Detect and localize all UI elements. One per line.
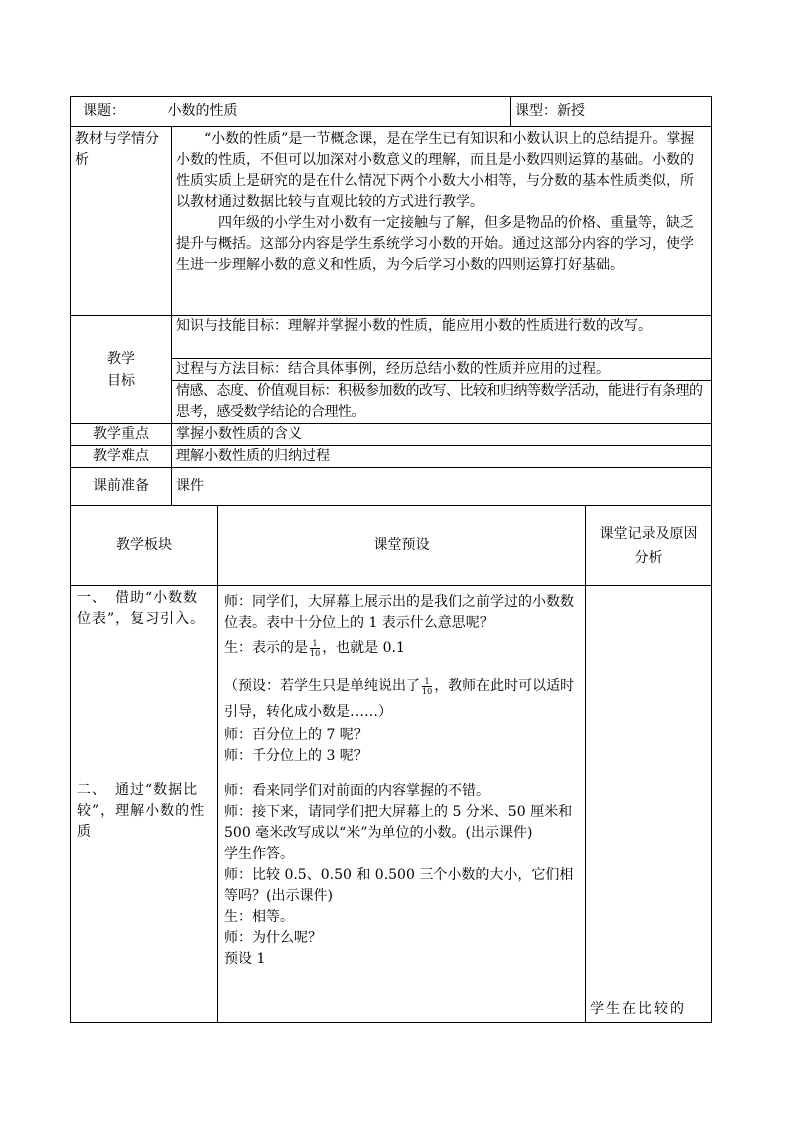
column-header-row: [71, 506, 712, 586]
dialog-line: （预设：若学生只是单纯说出了 $\frac{1}{10}$ ，教师在此时可以适时引导，转化成小数是……）: [224, 676, 575, 720]
dialog-line: 师：接下来，请同学们把大屏幕上的 5 分米、50 厘米和 500 毫米改写成以“米”为单位的小数。(出示课件): [224, 804, 573, 841]
goal-knowledge-row: [71, 316, 712, 359]
analysis-label: 教材与学情分析: [71, 127, 172, 316]
module-cell: [71, 586, 218, 1023]
analysis-paragraph-2: 四年级的小学生对小数有一定接触与了解，但多是物品的价格、重量等，缺乏提升与概括。这部分内容是学生系统学习小数的开始。通过这部分内容的学习，使学生进一步理解小数的意义和性质，为今后学习小数的四则运算打好基础。: [176, 215, 694, 273]
analysis-row: [71, 127, 712, 316]
lesson-body-row: [71, 586, 712, 1023]
topic-value: 小数的性质: [167, 103, 238, 119]
type-value: 新授: [557, 103, 586, 119]
dialog-line: 师：百分位上的 7 呢？: [224, 727, 368, 743]
dialog-line: 学生作答。: [224, 846, 294, 862]
prep-value: 课件: [172, 468, 712, 506]
topic-label: 课题：: [83, 103, 125, 119]
key-point-label: 教学重点: [71, 424, 172, 446]
key-point-value: 掌握小数性质的含义: [172, 424, 712, 446]
module-1: 一、 借助“小数数位表”，复习引入。: [77, 590, 206, 627]
difficulty-value: 理解小数性质的归纳过程: [172, 446, 712, 468]
dialog-line: 师：千分位上的 3 呢？: [224, 748, 368, 764]
prep-row: [71, 468, 712, 506]
difficulty-label: 教学难点: [71, 446, 172, 468]
key-point-row: [71, 424, 712, 446]
dialog-line: 师：为什么呢？: [224, 930, 322, 946]
module-2: 二、 通过“数据比较”，理解小数的性质: [77, 782, 206, 840]
analysis-paragraph-1: “小数的性质”是一节概念课，是在学生已有知识和小数认识上的总结提升。掌握小数的性质，不但可以加深对小数意义的理解，而且是小数四则运算的基础。小数的性质实质上是研究的是在什么情况下两个小数大小相等，与分数的基本性质类似，所以教材通过数据比较与直观比较的方式进行教学。: [176, 131, 695, 210]
goal-knowledge: 知识与技能目标：理解并掌握小数的性质，能应用小数的性质进行数的改写。: [172, 316, 712, 359]
preset-column-header: 课堂预设: [218, 506, 586, 586]
record-cell: [586, 586, 712, 1023]
header-row: [71, 97, 712, 127]
dialog-line: 师：比较 0.5、0.50 和 0.500 三个小数的大小，它们相等吗？(出示课件): [224, 867, 574, 904]
prep-label: 课前准备: [71, 468, 172, 506]
goal-emotion: 情感、态度、价值观目标：积极参加数的改写、比较和归纳等数学活动，能进行有条理的思考，感受数学结论的合理性。: [172, 381, 712, 424]
dialog-line: 预设 1: [224, 951, 266, 967]
lesson-plan-document: [70, 96, 711, 1023]
preset-cell: [218, 586, 586, 1023]
type-label: 课型：: [515, 103, 558, 119]
dialog-line: 师：同学们，大屏幕上展示出的是我们之前学过的小数数位表。表中十分位上的 1 表示什么意思呢？: [224, 594, 574, 631]
record-column-header: 课堂记录及原因分析: [586, 506, 712, 586]
dialog-line: 师：看来同学们对前面的内容掌握的不错。: [224, 783, 490, 799]
fraction-one-tenth: $\frac{1}{10}$: [310, 638, 321, 658]
module-column-header: 教学板块: [71, 506, 218, 586]
dialog-line: 生：表示的是 $\frac{1}{10}$ ，也就是 0.1: [224, 638, 405, 658]
fraction-one-tenth: $\frac{1}{10}$: [422, 676, 433, 696]
dialog-line: 生：相等。: [224, 909, 294, 925]
goals-label: 教学目标: [71, 316, 172, 424]
lesson-plan-table: [70, 96, 712, 1023]
difficulty-row: [71, 446, 712, 468]
goal-process: 过程与方法目标：结合具体事例，经历总结小数的性质并应用的过程。: [172, 359, 712, 381]
record-note: 学生在比较的: [590, 1001, 687, 1017]
